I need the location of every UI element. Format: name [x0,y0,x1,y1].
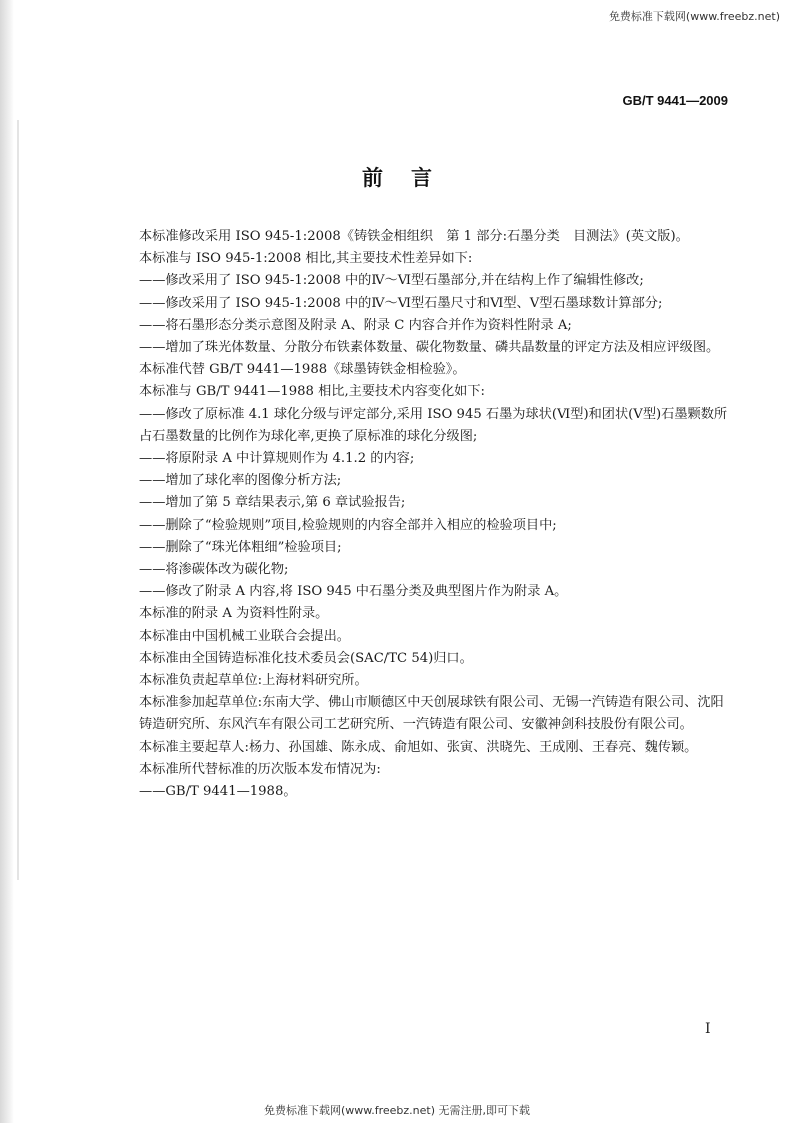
list-item: ——修改了附录 A 内容,将 ISO 945 中石墨分类及典型图片作为附录 A。 [139,584,568,600]
paragraph: 本标准由中国机械工业联合会提出。 [139,628,350,644]
footer-watermark: 免费标准下载网(www.freebz.net) 无需注册,即可下载 [263,1104,531,1117]
paragraph: 本标准与 GB/T 9441—1988 相比,主要技术内容变化如下: [139,384,485,400]
paragraph: 本标准代替 GB/T 9441—1988《球墨铸铁金相检验》。 [139,362,466,378]
list-item: ——将石墨形态分类示意图及附录 A、附录 C 内容合并作为资料性附录 A; [139,317,572,333]
list-item: ——增加了珠光体数量、分散分布铁素体数量、碳化物数量、磷共晶数量的评定方法及相应评级图。 [139,340,720,356]
paragraph: 本标准负责起草单位:上海材料研究所。 [139,673,368,689]
paragraph: 本标准与 ISO 945-1:2008 相比,其主要技术性差异如下: [139,251,473,267]
paragraph: 本标准参加起草单位:东南大学、佛山市顺德区中天创展球铁有限公司、无锡一汽铸造有限公司、沈阳铸造研究所、东风汽车有限公司工艺研究所、一汽铸造有限公司、安徽神剑科技股份有限公司。 [139,695,724,733]
paragraph: 本标准的附录 A 为资料性附录。 [139,606,329,622]
paragraph: 本标准主要起草人:杨力、孙国雄、陈永成、俞旭如、张寅、洪晓先、王成刚、王春亮、魏传颖。 [139,739,698,755]
standard-code: GB/T 9441—2009 [622,93,728,108]
list-item: ——修改采用了 ISO 945-1:2008 中的Ⅳ～Ⅵ型石墨部分,并在结构上作了编辑性修改; [139,273,644,289]
paragraph: 本标准所代替标准的历次版本发布情况为: [139,761,381,777]
list-item: ——删除了“珠光体粗细”检验项目; [139,539,342,555]
list-item: ——将渗碳体改为碳化物; [139,562,289,578]
header-watermark: 免费标准下载网(www.freebz.net) [608,10,780,23]
list-item: ——将原附录 A 中计算规则作为 4.1.2 的内容; [139,451,415,467]
page-number: I [705,1021,711,1037]
foreword-body [139,226,731,803]
list-item: ——增加了球化率的图像分析方法; [139,473,342,489]
scan-edge-line [17,120,19,880]
page-title: 前言 [362,166,460,190]
list-item: ——删除了“检验规则”项目,检验规则的内容全部并入相应的检验项目中; [139,517,557,533]
list-item: ——修改采用了 ISO 945-1:2008 中的Ⅳ～Ⅵ型石墨尺寸和Ⅵ型、Ⅴ型石墨球数计算部分; [139,295,663,311]
list-item: ——增加了第 5 章结果表示,第 6 章试验报告; [139,495,406,511]
paragraph: 本标准修改采用 ISO 945-1:2008《铸铁金相组织 第 1 部分:石墨分类 目测法》(英文版)。 [139,229,689,244]
paragraph: 本标准由全国铸造标准化技术委员会(SAC/TC 54)归口。 [139,650,473,666]
list-item: ——GB/T 9441—1988。 [139,784,297,800]
list-item: ——修改了原标准 4.1 球化分级与评定部分,采用 ISO 945 石墨为球状(Ⅵ型)和团状(Ⅴ型)石墨颗数所占石墨数量的比例作为球化率,更换了原标准的球化分级图; [139,406,728,444]
